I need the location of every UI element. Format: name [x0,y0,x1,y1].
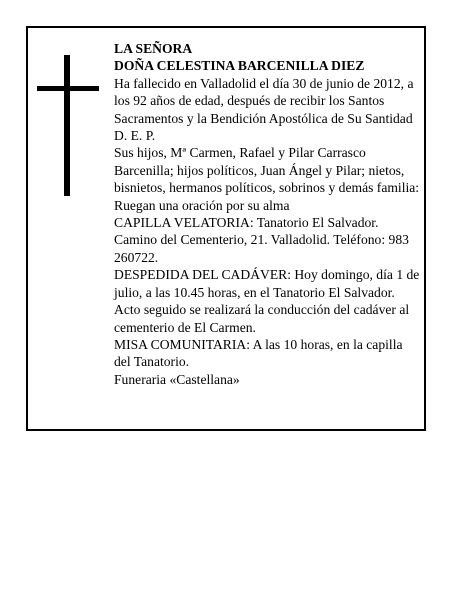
cross-icon [37,55,99,196]
cross-horizontal-bar [37,86,99,91]
farewell-paragraph: DESPEDIDA DEL CADÁVER: Hoy domingo, día 1 de julio, a las 10.45 horas, en el Tanatorio El Salvador. Acto seguido se realizará la conducción del cadáver al cementerio de El Carmen. [114,267,420,335]
deceased-name: DOÑA CELESTINA BARCENILLA DIEZ [114,58,365,74]
death-announcement: Ha fallecido en Valladolid el día 30 de junio de 2012, a los 92 años de edad, después de recibir los Santos Sacramentos y la Bendición Apostólica de Su Santidad D. E. P. [114,75,414,144]
notice-title-line1: LA SEÑORA [114,41,193,56]
funeral-home: Funeraria «Castellana» [114,371,240,387]
mass-paragraph: MISA COMUNITARIA: A las 10 horas, en la capilla del Tanatorio. [114,336,403,370]
cross-vertical-bar [64,55,70,196]
family-paragraph: Sus hijos, Mª Carmen, Rafael y Pilar Carrasco Barcenilla; hijos políticos, Juan Ángel y Pilar; nietos, bisnietos, hermanos políticos, sobrinos y demás familia: Ruegan una oración por su alma [114,145,420,213]
obituary-text [114,40,420,388]
chapel-paragraph: CAPILLA VELATORIA: Tanatorio El Salvador. Camino del Cementerio, 21. Valladolid. Teléfono: 983 260722. [114,215,409,265]
